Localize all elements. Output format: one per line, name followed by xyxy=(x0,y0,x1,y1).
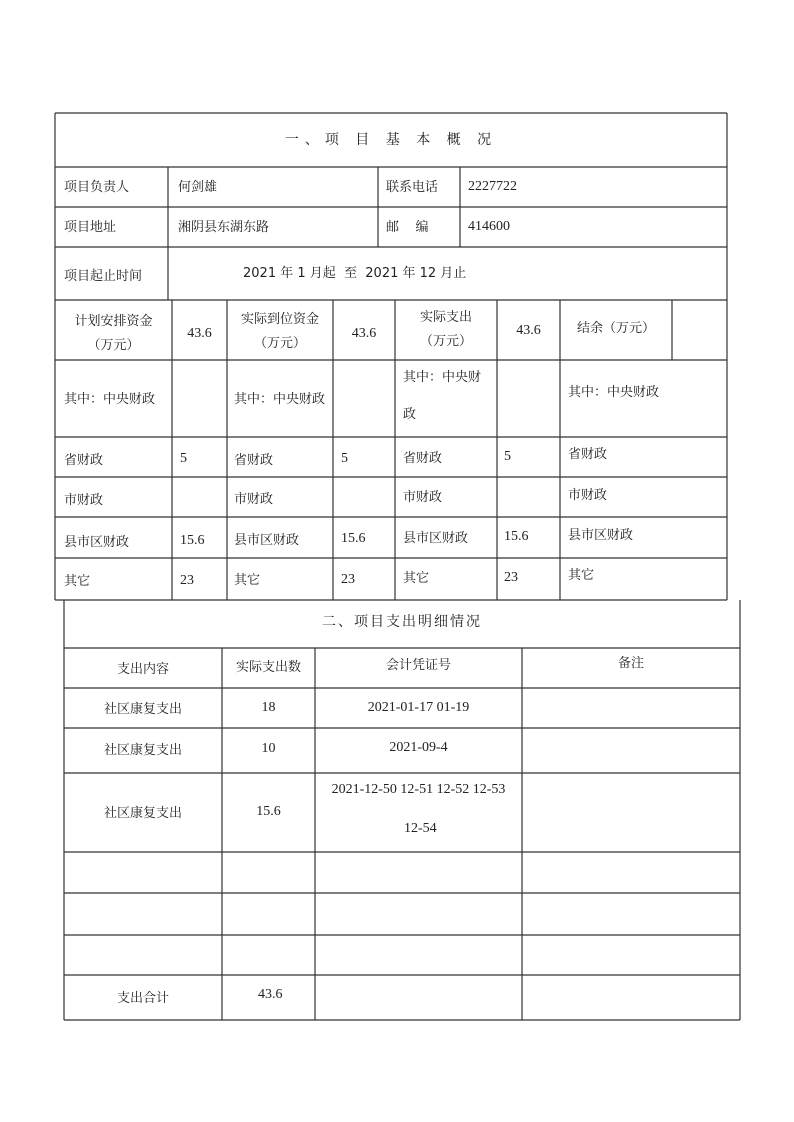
row3-voucher: 2021-12-50 12-51 12-52 12-53 xyxy=(331,782,506,797)
col-header-voucher: 会计凭证号 xyxy=(385,658,451,673)
province-label-4: 省财政 xyxy=(568,447,608,462)
other-label-2: 其它 xyxy=(234,573,261,588)
actual-spent-header: 实际支出 xyxy=(419,310,472,325)
col-header-amount: 实际支出数 xyxy=(235,660,301,675)
address-value: 湘阴县东湖东路 xyxy=(178,220,270,235)
province-value-1: 5 xyxy=(180,451,187,466)
row2-content: 社区康复支出 xyxy=(103,743,182,758)
other-label-1: 其它 xyxy=(64,574,91,589)
other-value-3: 23 xyxy=(504,570,518,585)
province-value-3: 5 xyxy=(504,449,511,464)
other-label-3: 其它 xyxy=(403,571,430,586)
actual-spent-value: 43.6 xyxy=(516,323,541,338)
central-label-3b: 政 xyxy=(403,407,417,422)
county-label-1: 县市区财政 xyxy=(64,535,130,550)
row1-voucher: 2021-01-17 01-19 xyxy=(367,700,470,715)
col-header-content: 支出内容 xyxy=(116,662,169,677)
city-label-2: 市财政 xyxy=(234,492,274,507)
plan-funds-unit: （万元） xyxy=(87,338,140,353)
total-label: 支出合计 xyxy=(116,991,169,1006)
col-header-note: 备注 xyxy=(617,656,644,671)
period-value: 2021 年 1 月起 至 2021 年 12 月止 xyxy=(243,266,467,281)
province-label-2: 省财政 xyxy=(234,453,274,468)
county-value-3: 15.6 xyxy=(504,529,529,544)
county-value-1: 15.6 xyxy=(180,533,205,548)
city-label-3: 市财政 xyxy=(403,490,443,505)
city-label-1: 市财政 xyxy=(64,493,104,508)
central-label-3: 其中：中央财 xyxy=(403,370,482,385)
other-value-2: 23 xyxy=(341,572,355,587)
phone-value: 2227722 xyxy=(468,179,517,194)
county-label-4: 县市区财政 xyxy=(568,528,634,543)
row2-amount: 10 xyxy=(261,741,276,756)
province-label-1: 省财政 xyxy=(64,453,104,468)
phone-label: 联系电话 xyxy=(386,180,439,195)
manager-value: 何剑雄 xyxy=(178,180,218,195)
province-value-2: 5 xyxy=(341,451,348,466)
plan-funds-value: 43.6 xyxy=(187,326,212,341)
actual-received-header: 实际到位资金 xyxy=(240,312,319,327)
section1-title: 一、项 目 基 本 概 况 xyxy=(284,132,498,148)
row3-voucher-cont: 12-54 xyxy=(404,821,437,836)
other-label-4: 其它 xyxy=(568,568,595,583)
total-value: 43.6 xyxy=(258,987,283,1002)
row1-amount: 18 xyxy=(261,700,276,715)
section2-title: 二、项目支出明细情况 xyxy=(322,614,482,630)
row1-content: 社区康复支出 xyxy=(103,702,182,717)
row3-content: 社区康复支出 xyxy=(103,806,182,821)
postcode-label: 邮 编 xyxy=(386,220,429,235)
county-value-2: 15.6 xyxy=(341,531,366,546)
plan-funds-header: 计划安排资金 xyxy=(74,314,153,329)
actual-spent-unit: （万元） xyxy=(419,334,472,349)
row3-amount: 15.6 xyxy=(256,804,281,819)
central-label-1: 其中：中央财政 xyxy=(64,392,156,407)
actual-received-value: 43.6 xyxy=(351,326,377,341)
period-label: 项目起止时间 xyxy=(64,269,143,284)
row2-voucher: 2021-09-4 xyxy=(389,740,448,755)
central-label-2: 其中：中央财政 xyxy=(234,392,326,407)
province-label-3: 省财政 xyxy=(403,451,443,466)
postcode-value: 414600 xyxy=(468,219,510,234)
city-label-4: 市财政 xyxy=(568,488,608,503)
balance-header: 结余（万元） xyxy=(576,321,655,336)
manager-label: 项目负责人 xyxy=(64,180,130,195)
actual-received-unit: （万元） xyxy=(253,336,306,351)
address-label: 项目地址 xyxy=(64,220,117,235)
other-value-1: 23 xyxy=(180,573,194,588)
central-label-4: 其中：中央财政 xyxy=(568,385,660,400)
county-label-2: 县市区财政 xyxy=(234,533,300,548)
county-label-3: 县市区财政 xyxy=(403,531,469,546)
